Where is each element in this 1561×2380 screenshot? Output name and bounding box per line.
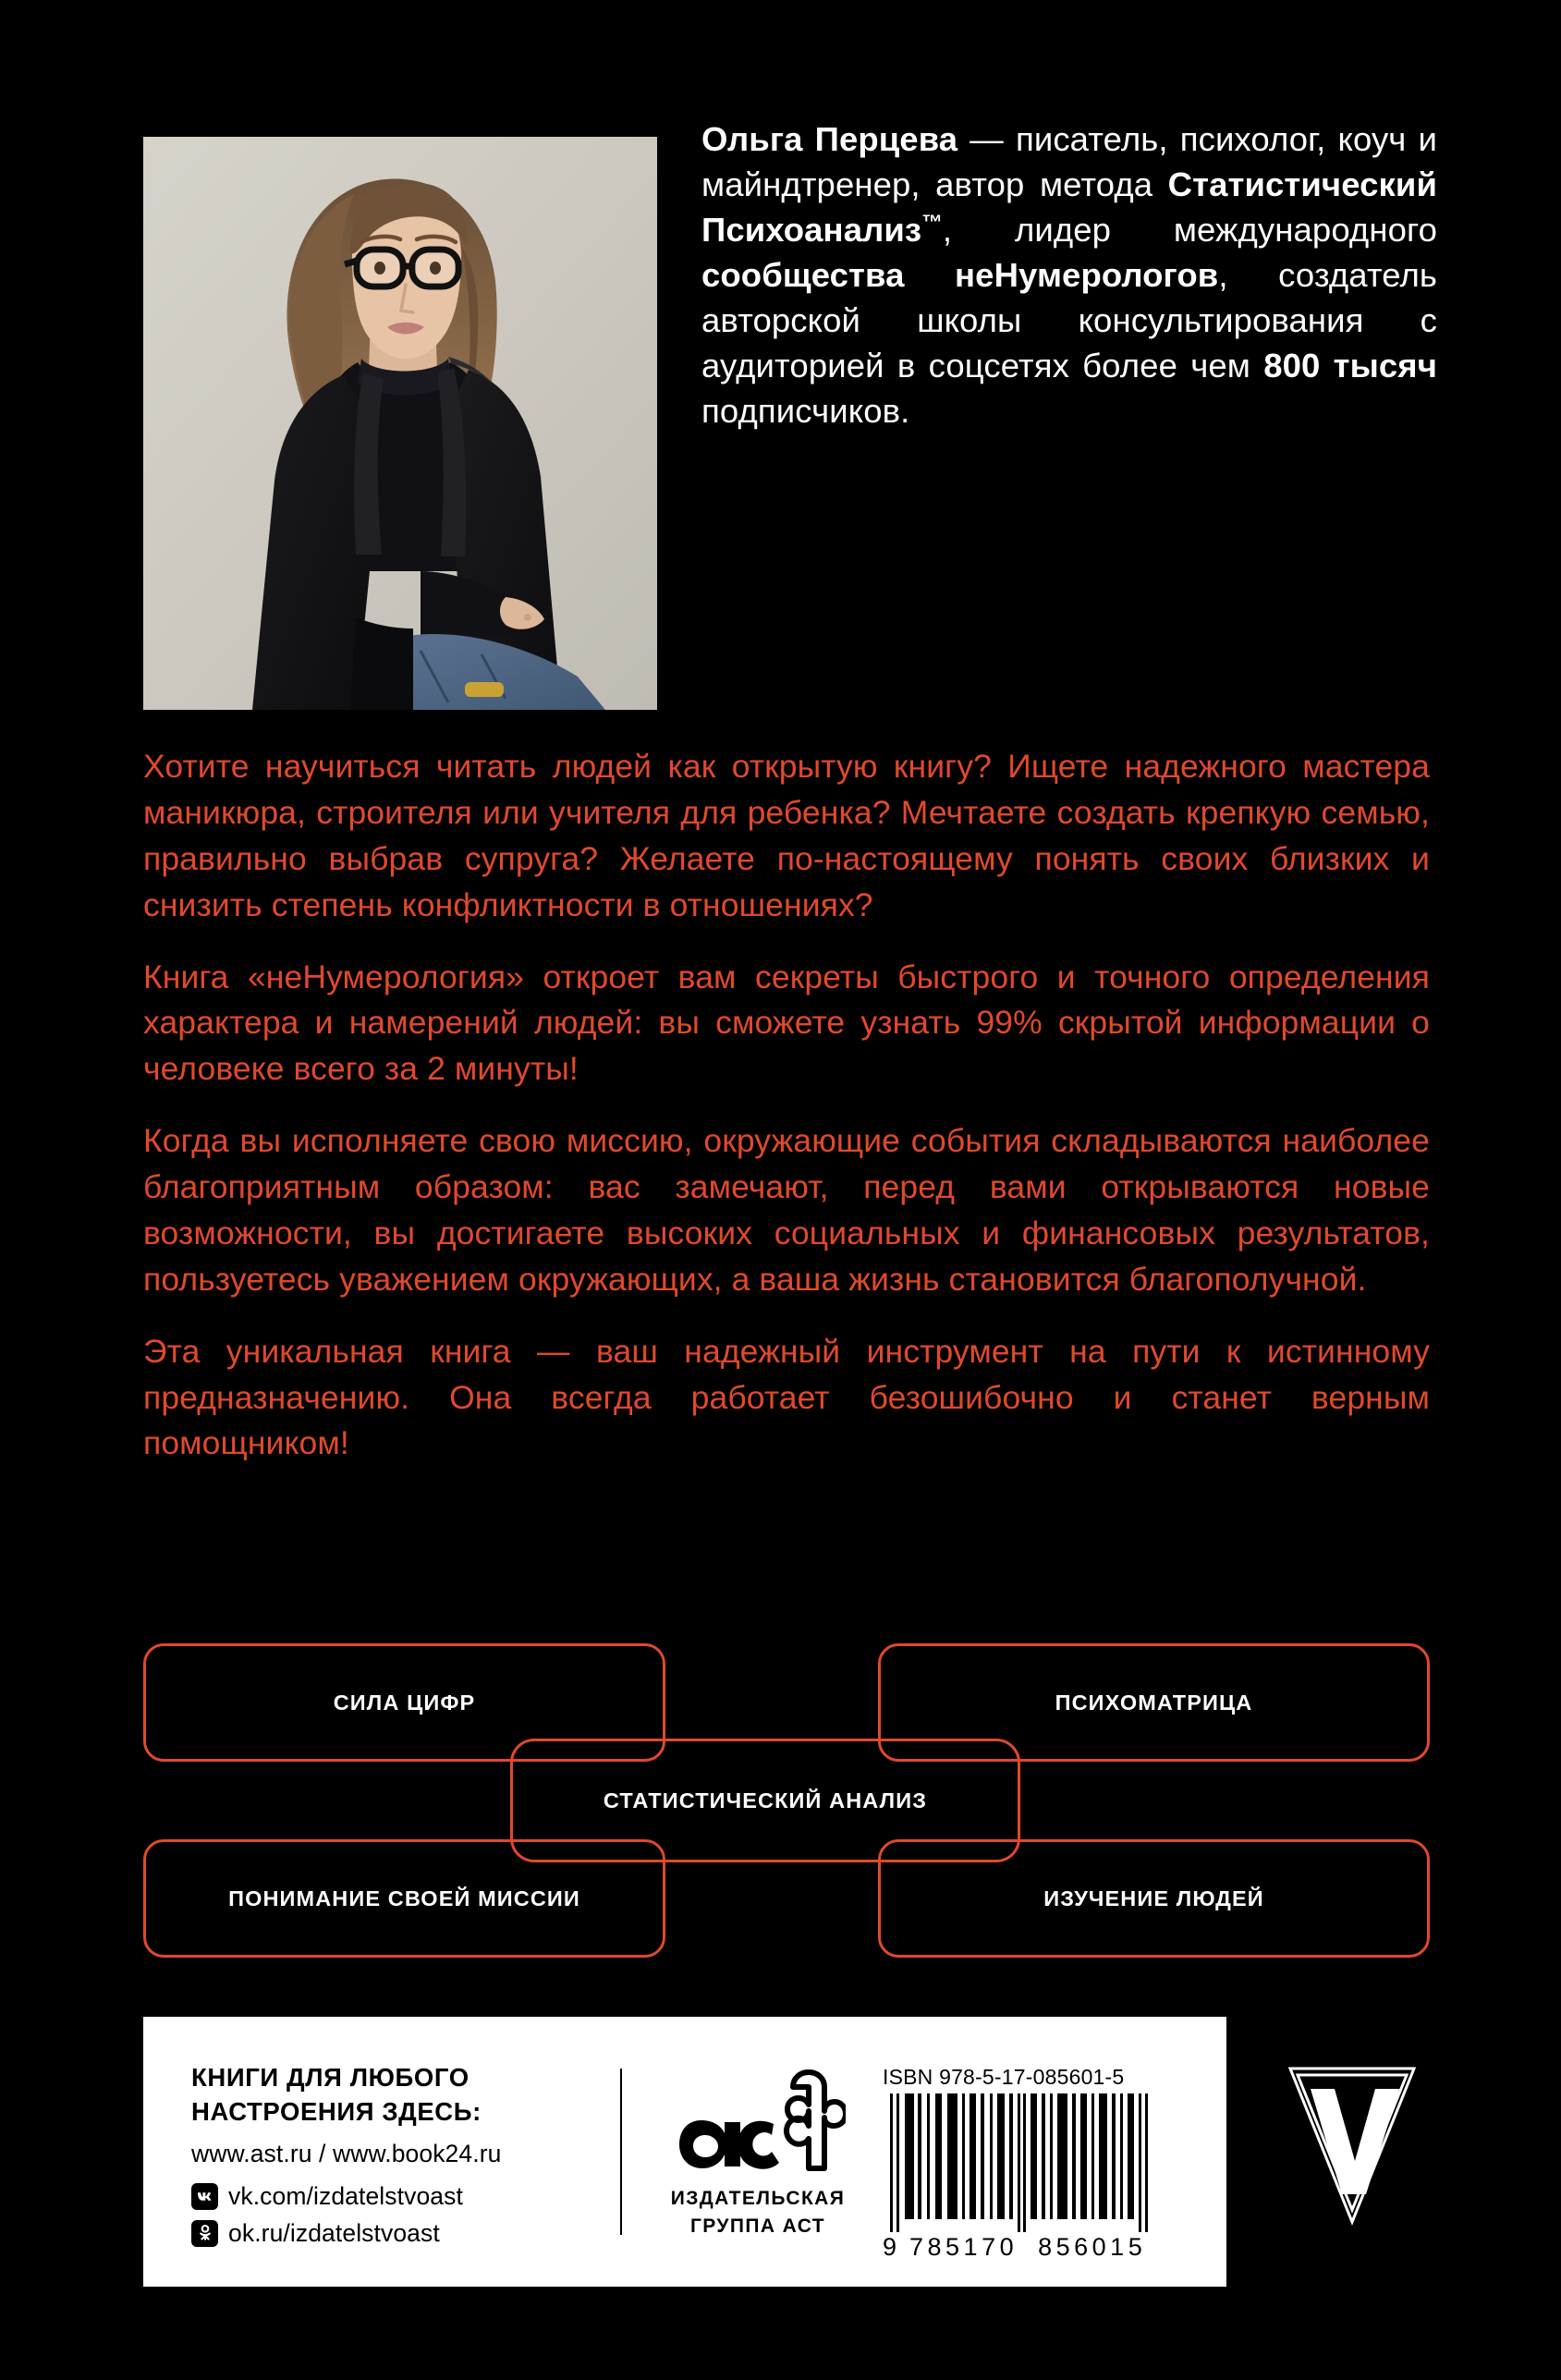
bio-text-7: подписчиков. (701, 392, 910, 431)
author-header-section (143, 120, 1437, 710)
publisher-name-line1: ИЗДАТЕЛЬСКАЯ (670, 2188, 846, 2209)
bio-text-5: , создатель авторской школы консультирования с аудиторией в соцсетях более чем (701, 256, 1437, 385)
isbn-number: ISBN 978-5-17-085601-5 (883, 2065, 1125, 2089)
ast-logo-mark (661, 2059, 855, 2178)
vk-icon (191, 2183, 218, 2210)
author-bio (701, 116, 1437, 434)
publisher-contact-block (191, 2061, 589, 2256)
blurb-paragraph-1: Хотите научиться читать людей как открытую книгу? Ищете надежного мастера маникюра, строителя или учителя для ребенка? Мечтаете создать крепкую семью, правильно выбрав супруга? Желаете по-настоящему понять своих близких и снизить степень конфликтности в отношениях? (143, 748, 1430, 923)
blurb-paragraph-4: Эта уникальная книга — ваш надежный инструмент на пути к истинному предназначению. Она всегда работает безошибочно и станет верным помощником! (143, 1332, 1430, 1462)
barcode-digits (883, 2233, 1160, 2262)
ok-link-text[interactable]: ok.ru/izdatelstvoast (228, 2218, 440, 2247)
method-name: Статистический Психоанализ (701, 165, 1437, 250)
publisher-websites[interactable]: www.ast.ru / www.book24.ru (191, 2140, 502, 2168)
topic-box-label: ПОНИМАНИЕ СВОЕЙ МИССИИ (228, 1886, 580, 1910)
vk-link-text[interactable]: vk.com/izdatelstvoast (228, 2181, 463, 2210)
isbn-barcode-block (883, 2065, 1160, 2262)
bio-text-1: — писатель, психолог, коуч и майндтренер, автор метода (701, 120, 1437, 204)
bio-text-3: , лидер международного (942, 211, 1437, 250)
barcode-digit-left: 9 (883, 2233, 901, 2261)
trademark-symbol: ™ (921, 211, 943, 234)
ast-publisher-logo (661, 2059, 855, 2241)
author-photo (143, 137, 657, 710)
footer-divider (620, 2069, 622, 2235)
vk-link-row[interactable] (191, 2182, 589, 2211)
topic-box-statisticheskiy-analiz (510, 1739, 1020, 1862)
publisher-name (661, 2185, 855, 2241)
blurb-paragraph-3: Когда вы исполняете свою миссию, окружающие события складываются наиболее благоприятным образом: вас замечают, перед вами открываются новые возможности, вы достигаете высоких социальных и финансовых результатов, пользуетесь уважением окружающих, а ваша жизнь становится благополучной. (143, 1122, 1430, 1298)
barcode-digits-middle: 785170 (909, 2233, 1018, 2261)
ok-link-row[interactable] (191, 2219, 589, 2248)
v-imprint-logo (1283, 2059, 1421, 2231)
publisher-headline-line1: КНИГИ ДЛЯ ЛЮБОГО (191, 2063, 470, 2092)
ok-icon (191, 2220, 218, 2247)
topic-box-label: ИЗУЧЕНИЕ ЛЮДЕЙ (1043, 1886, 1264, 1910)
publisher-headline-line2: НАСТРОЕНИЯ ЗДЕСЬ: (191, 2096, 482, 2126)
topic-diagram (143, 1643, 1430, 1958)
author-name: Ольга Перцева (701, 120, 958, 158)
blurb-paragraph-2: Книга «неНумерология» откроет вам секреты быстрого и точного определения характера и намерений людей: вы сможете узнать 99% скрытой информации о человеке всего за 2 минуты! (143, 958, 1430, 1088)
blurb-section (143, 744, 1430, 1467)
barcode-digits-right: 856015 (1038, 2233, 1147, 2261)
topic-box-label: СИЛА ЦИФР (333, 1690, 476, 1715)
topic-box-label: СТАТИСТИЧЕСКИЙ АНАЛИЗ (594, 1788, 936, 1813)
topic-box-label: ПСИХОМАТРИЦА (1055, 1690, 1253, 1715)
barcode-image (883, 2093, 1151, 2232)
community-name: сообщества неНумерологов (701, 256, 1219, 295)
publisher-headline (191, 2061, 589, 2129)
subscriber-count: 800 тысяч (1263, 347, 1437, 385)
publisher-footer (143, 2017, 1226, 2287)
publisher-name-line2: ГРУППА АСТ (690, 2215, 825, 2238)
